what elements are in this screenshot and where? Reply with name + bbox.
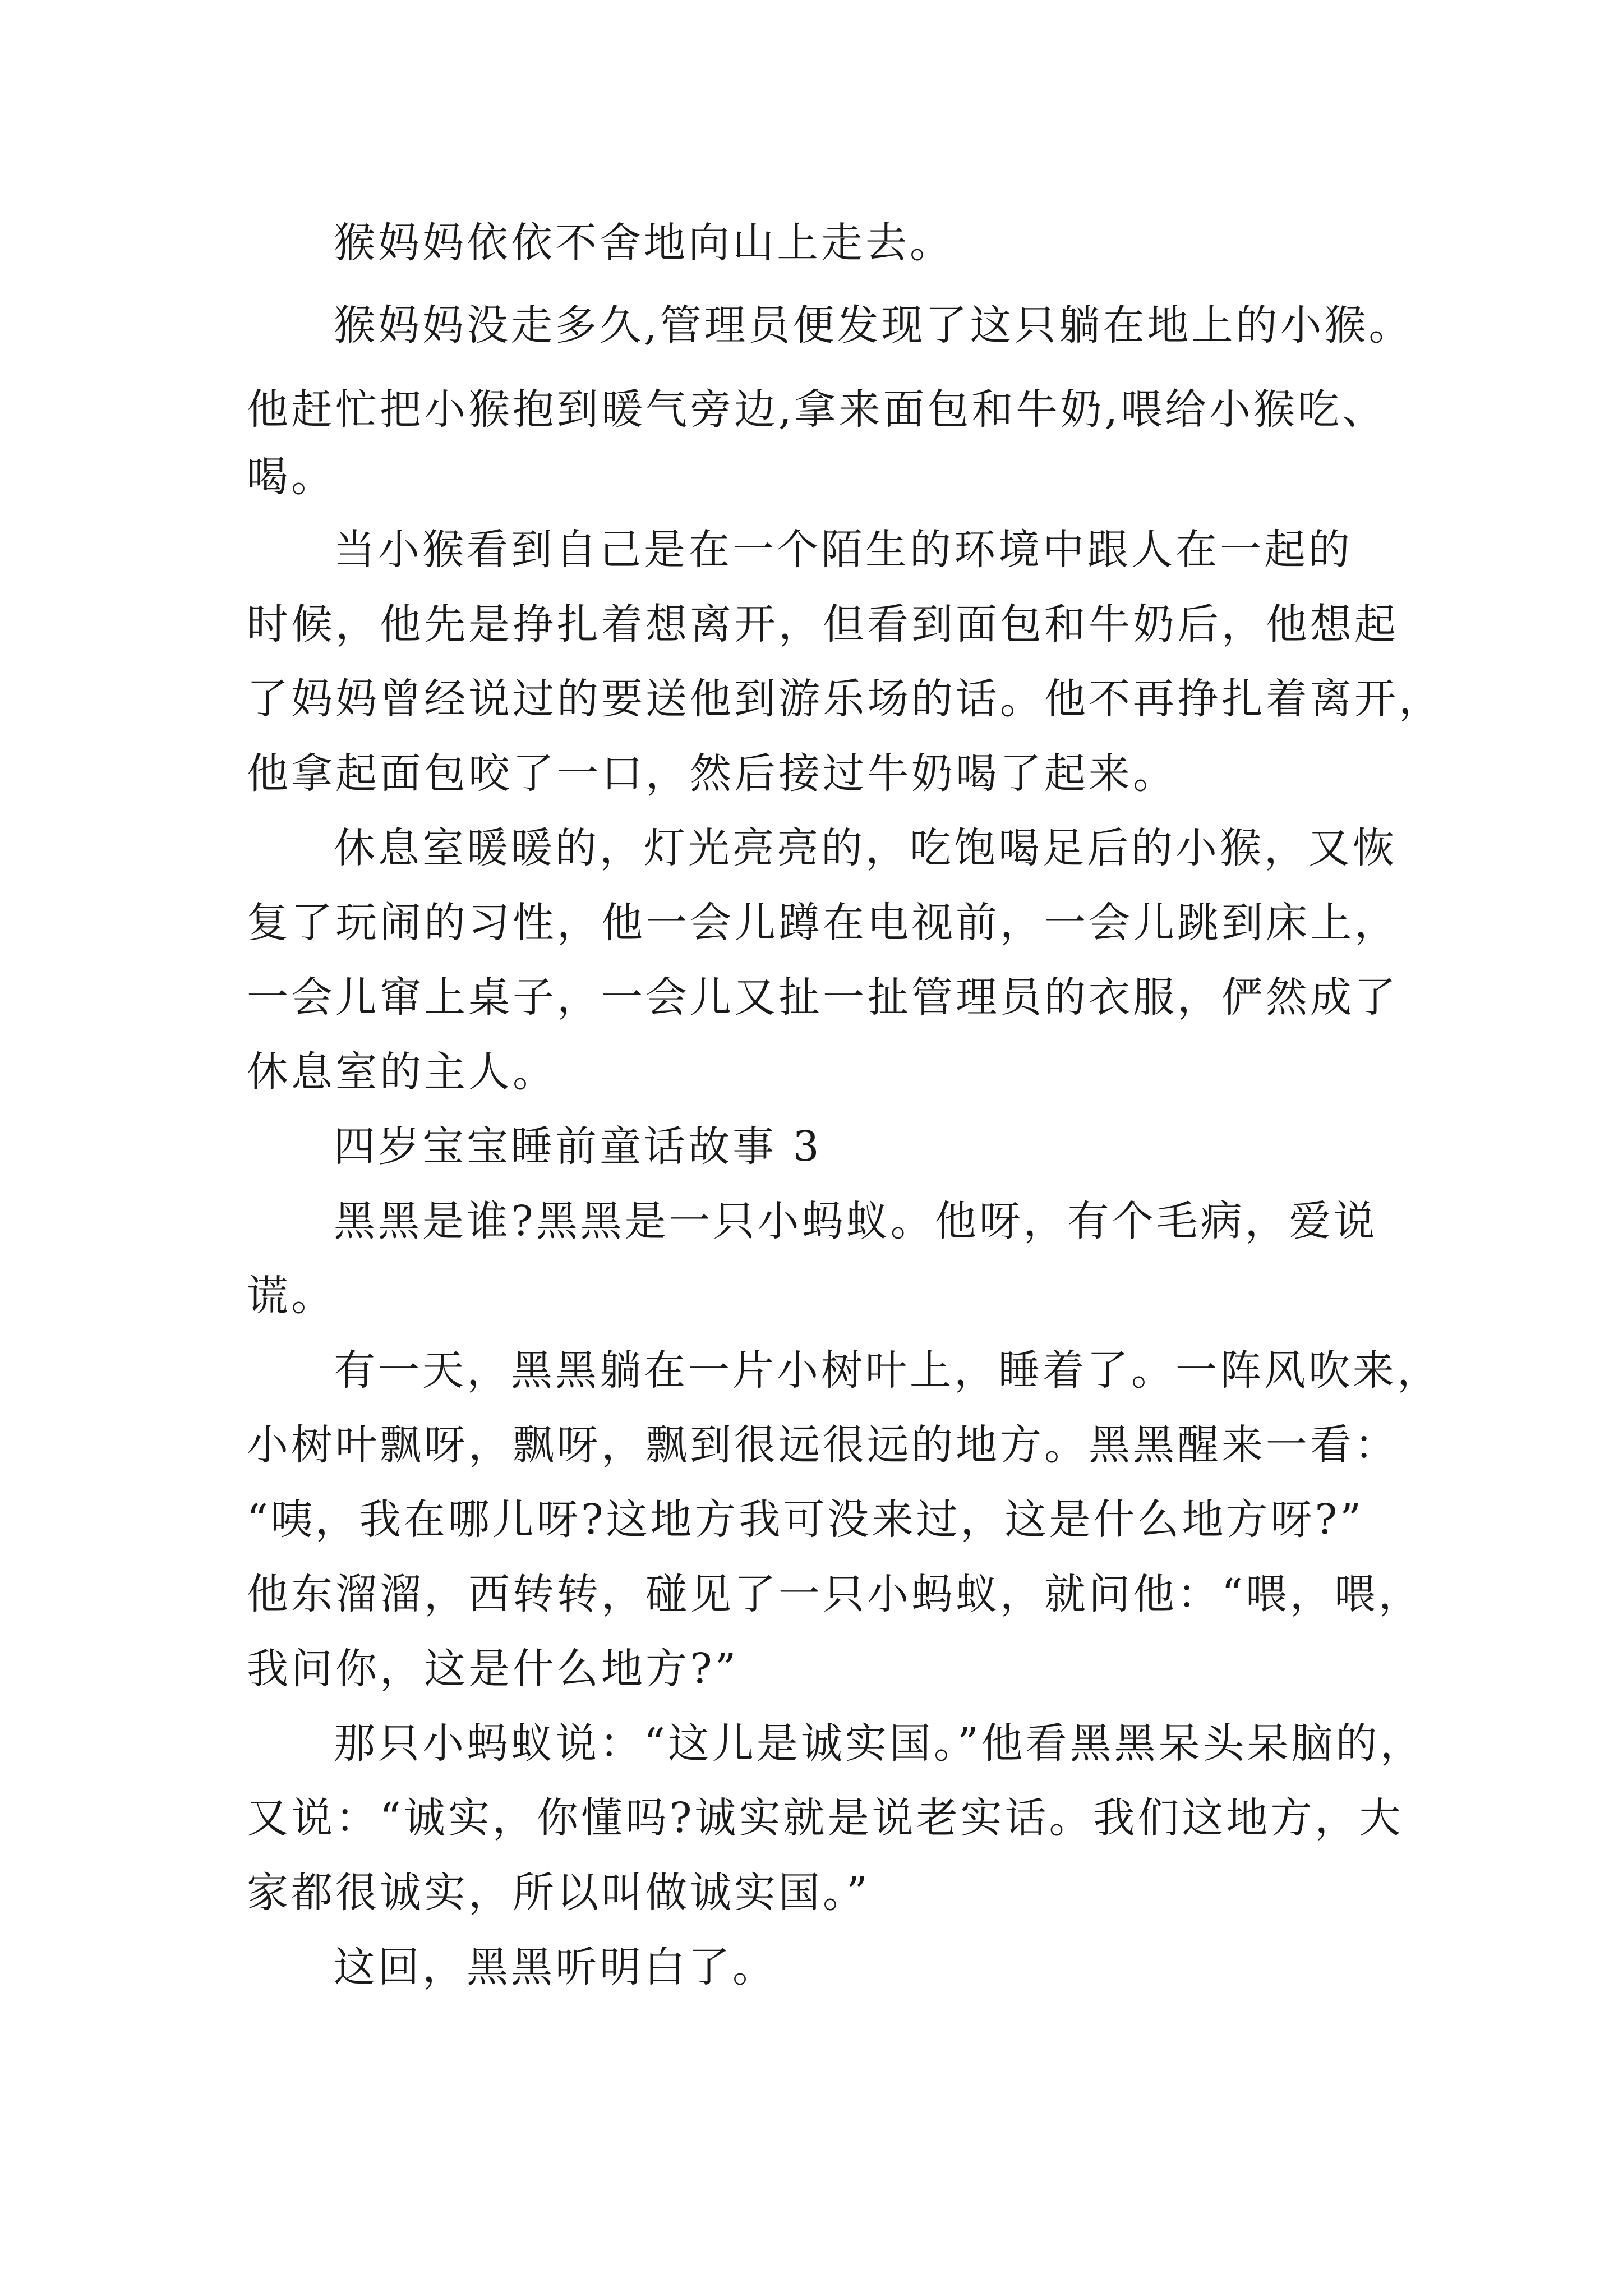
text-line: 喝。 bbox=[247, 453, 335, 501]
text-line: 小树叶飘呀，飘呀，飘到很远很远的地方。黑黑醒来一看： bbox=[247, 1421, 1399, 1469]
text-line: 家都很诚实，所以叫做诚实国。” bbox=[247, 1869, 870, 1917]
text-line: 那只小蚂蚁说：“这儿是诚实国。”他看黑黑呆头呆脑的， bbox=[334, 1719, 1424, 1768]
text-line: “咦，我在哪儿呀?这地方我可没来过，这是什么地方呀?” bbox=[247, 1496, 1364, 1544]
text-line: 这回，黑黑听明白了。 bbox=[334, 1943, 777, 1991]
section-heading: 四岁宝宝睡前童话故事 3 bbox=[334, 1122, 822, 1171]
text-line: 又说：“诚实，你懂吗?诚实就是说老实话。我们这地方，大 bbox=[247, 1794, 1404, 1842]
text-line: 时候，他先是挣扎着想离开，但看到面包和牛奶后，他想起 bbox=[247, 600, 1399, 648]
text-line: 了妈妈曾经说过的要送他到游乐场的话。他不再挣扎着离开， bbox=[247, 675, 1443, 723]
text-line: 当小猴看到自己是在一个陌生的环境中跟人在一起的 bbox=[334, 526, 1353, 574]
text-line: 黑黑是谁?黑黑是一只小蚂蚁。他呀，有个毛病，爱说 bbox=[334, 1197, 1378, 1245]
text-line: 猴妈妈依依不舍地向山上走去。 bbox=[334, 219, 954, 267]
text-line: 复了玩闹的习性，他一会儿蹲在电视前，一会儿跳到床上， bbox=[247, 899, 1399, 947]
text-line: 休息室的主人。 bbox=[247, 1048, 557, 1096]
text-line: 他拿起面包咬了一口，然后接过牛奶喝了起来。 bbox=[247, 749, 1177, 798]
text-line: 我问你，这是什么地方?” bbox=[247, 1645, 739, 1693]
text-line: 谎。 bbox=[247, 1272, 335, 1320]
text-line: 有一天，黑黑躺在一片小树叶上，睡着了。一阵风吹来， bbox=[334, 1346, 1441, 1395]
text-line: 一会儿窜上桌子，一会儿又扯一扯管理员的衣服，俨然成了 bbox=[247, 973, 1399, 1022]
text-line: 猴妈妈没走多久,管理员便发现了这只躺在地上的小猴。 bbox=[334, 301, 1413, 349]
text-line: 他东溜溜，西转转，碰见了一只小蚂蚁，就问他：“喂，喂， bbox=[247, 1570, 1423, 1618]
text-line: 休息室暖暖的，灯光亮亮的，吃饱喝足后的小猴，又恢 bbox=[334, 824, 1397, 872]
text-line: 他赶忙把小猴抱到暖气旁边,拿来面包和牛奶,喂给小猴吃、 bbox=[247, 385, 1387, 434]
